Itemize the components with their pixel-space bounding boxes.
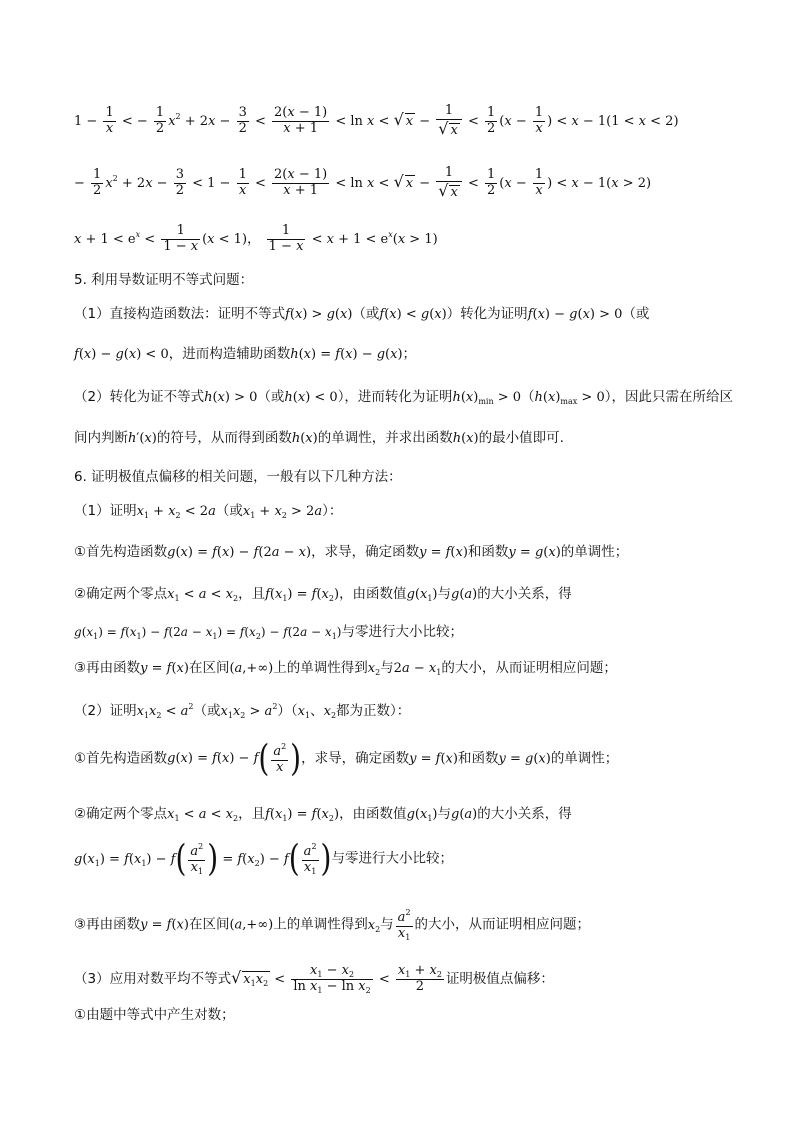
section-6-heading: 6. 证明极值点偏移的相关问题，一般有以下几种方法： bbox=[74, 469, 402, 485]
section-5-method-2: （2）转化为证不等式h(x) > 0（或h(x) < 0），进而转化为证明$h(x)_{min} > 0(h(x)_{max} > 0)$，因此只需在所给区 bbox=[74, 389, 733, 406]
formula-exponential-bounds: $x + 1 < e^x$ < $\frac{1}{1 - x}$ (x < 1)， $\frac{1}{1 - x}$ < $x + 1 < e^x(x > 1)$ bbox=[74, 223, 438, 254]
method-1-step-1: ①首先构造函数g(x) = f(x) − f(2a − x)，求导，确定函数y = f(x)和函数y = g(x)的单调性； bbox=[74, 544, 629, 560]
method-3-heading: （3）应用对数平均不等式√ $x_1x_2$ < $\frac{x_1 - x_2}{\ln x_1 - \ln x_2}$ < $\frac{x_1 + x_2}{2}$ 证明极值点偏移： bbox=[74, 963, 554, 996]
section-5-method-1-cont: f(x) − g(x) < 0，进而构造辅助函数h(x) = f(x) − g(x)； bbox=[74, 346, 417, 362]
section-5-method-2-cont: 间内判断h′(x)的符号，从而得到函数h(x)的单调性，并求出函数h(x)的最小值即可. bbox=[74, 430, 564, 446]
method-2-step-1: ①首先构造函数g(x) = f(x) − f( $\frac{a^2}{x}$ )，求导，确定函数y = f(x)和函数y = g(x)的单调性； bbox=[74, 736, 619, 780]
method-3-step-1: ①由题中等式中产生对数； bbox=[74, 1007, 235, 1023]
formula-inequality-chain-1: 1 − $\frac{1}{x}$ < − $\frac{1}{2}$ $x^2 + 2x$ − $\frac{3}{2}$ < $\frac{2(x - 1)}{x + 1}$ < ln x < √ x − $\frac{1}{√ x}$ < $\frac{1}{2}$ (x − $\frac{1}{x}$ ) < x − 1(1 < x < 2) bbox=[74, 103, 679, 138]
section-5-method-1: （1）直接构造函数法：证明不等式f(x) > g(x)（或f(x) < g(x)）转化为证明f(x) − g(x) > 0（或 bbox=[74, 306, 650, 322]
method-1-step-2-formula: $g(x_1) = f(x_1) - f(2a - x_1) = f(x_2) - f(2a - x_1)$与零进行大小比较； bbox=[74, 624, 463, 641]
method-2-heading: （2）证明$x_1x_2 < a^2$（或$x_1x_2 > a^2)(x_1$、$x_2$都为正数）： bbox=[74, 702, 411, 720]
formula-inequality-chain-2: − $\frac{1}{2}$ $x^2 + 2x$ − $\frac{3}{2}$ < 1 − $\frac{1}{x}$ < $\frac{2(x - 1)}{x + 1}$ < ln x < √ x − $\frac{1}{√ x}$ < $\frac{1}{2}$ (x − $\frac{1}{x}$ ) < x − 1(x > 2) bbox=[74, 165, 652, 200]
method-2-step-2-formula: $g(x_1) = f(x_1) - f$( $\frac{a^2}{x_1}$ ) = $f(x_2) - f$( $\frac{a^2}{x_1}$ )与零进行大小比较； bbox=[74, 836, 453, 880]
method-2-step-3: ③再由函数y = f(x)在区间(a,+∞)上的单调性得到$x_2$与 $\frac{a^2}{x_1}$ 的大小，从而证明相应问题； bbox=[74, 908, 591, 942]
method-2-step-2: ②确定两个零点$x_1 < a < x_2$，且$f(x_1) = f(x_2)$，由函数值$g(x_1)$与g(a)的大小关系，得 bbox=[74, 806, 572, 823]
section-5-heading: 5. 利用导数证明不等式问题： bbox=[74, 272, 254, 288]
method-1-step-3: ③再由函数y = f(x)在区间(a,+∞)上的单调性得到$x_2$与$2a - x_1$的大小，从而证明相应问题； bbox=[74, 660, 617, 677]
method-1-step-2: ②确定两个零点$x_1 < a < x_2$，且$f(x_1) = f(x_2)$，由函数值$g(x_1)$与g(a)的大小关系，得 bbox=[74, 586, 572, 603]
method-1-heading: （1）证明$x_1 + x_2 < 2a$（或$x_1 + x_2 > 2a$）： bbox=[74, 503, 343, 520]
